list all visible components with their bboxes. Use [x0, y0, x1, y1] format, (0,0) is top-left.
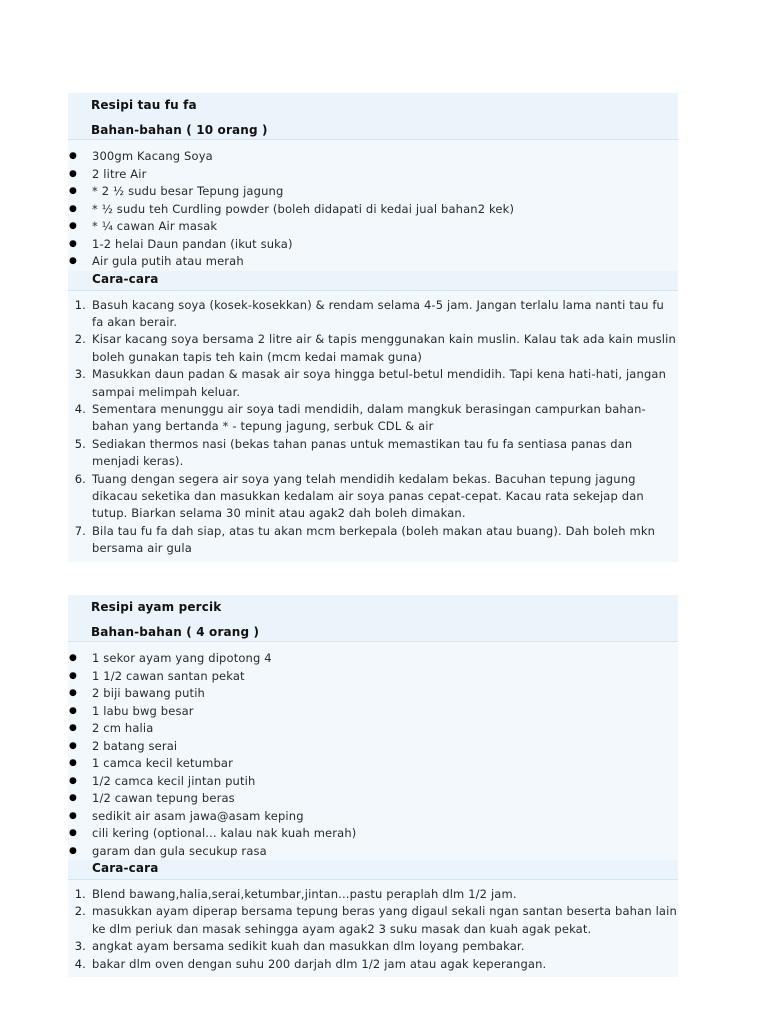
bullet-icon: ●	[68, 653, 77, 663]
bullet-icon: ●	[68, 688, 77, 698]
step-item: 4. bakar dlm oven dengan suhu 200 darjah dlm 1/2 jam atau agak keperangan.	[74, 956, 547, 971]
method-steps	[68, 291, 678, 562]
bullet-icon: ●	[68, 793, 77, 803]
bullet-icon: ●	[68, 845, 77, 856]
recipe-title: Resipi ayam percik	[91, 600, 222, 614]
bullet-icon: ●	[68, 740, 77, 751]
bullet-icon: ●	[68, 168, 77, 179]
list-item: ● 1 sekor ayam yang dipotong 4	[68, 650, 678, 668]
list-item: ● 2 batang serai	[68, 738, 678, 756]
step-item: 2. Kisar kacang soya bersama 2 litre air & tapis menggunakan kain muslin. Kalau tak ada kain muslin boleh gunakan tapis teh kain (mcm kedai mamak guna)	[74, 332, 676, 364]
bullet-icon: ●	[68, 775, 77, 786]
bullet-icon: ●	[68, 186, 77, 196]
bullet-icon: ●	[68, 221, 77, 231]
bullet-icon: ●	[68, 705, 77, 716]
recipe-body	[68, 140, 678, 562]
list-item: ● * ½ sudu teh Curdling powder (boleh didapati di kedai jual bahan2 kek)	[68, 201, 678, 219]
bullet-icon: ●	[68, 828, 77, 838]
bullet-icon: ●	[68, 810, 77, 821]
list-item: ● 1/2 camca kecil jintan putih	[68, 773, 678, 791]
recipe-ayam-percik	[68, 595, 678, 977]
step-item: 1. Basuh kacang soya (kosek-kosekkan) & rendam selama 4-5 jam. Jangan terlalu lama nanti tau fu fa akan berair.	[74, 297, 664, 329]
bullet-icon: ●	[68, 723, 77, 733]
step-item: 4. Sementara menunggu air soya tadi mendidih, dalam mangkuk berasingan campurkan bahan-bahan yang bertanda * - tepung jagung, serbuk CDL & air	[74, 401, 646, 434]
bullet-icon: ●	[68, 758, 77, 768]
bullet-icon: ●	[68, 151, 77, 161]
list-item: ● 1-2 helai Daun pandan (ikut suka)	[68, 236, 678, 254]
recipe-header	[68, 93, 678, 140]
method-heading: Cara-cara	[68, 860, 678, 880]
list-item: ● garam dan gula secukup rasa	[68, 843, 678, 861]
recipe-tau-fu-fa	[68, 93, 678, 562]
bullet-icon: ●	[68, 256, 77, 266]
method-heading: Cara-cara	[68, 271, 678, 291]
bullet-icon: ●	[68, 203, 77, 214]
list-item: ● cili kering (optional... kalau nak kuah merah)	[68, 825, 678, 843]
recipe-body	[68, 642, 678, 977]
bullet-icon: ●	[68, 238, 77, 249]
step-item: 2. masukkan ayam diperap bersama tepung beras yang digaul sekali ngan santan beserta bahan lain ke dlm periuk dan masak sehingga ayam agak2 3 suku masak dan kuah agak pekat.	[74, 904, 677, 936]
step-item: 6. Tuang dengan segera air soya yang telah mendidih kedalam bekas. Bacuhan tepung jagung dikacau seketika dan masukkan kedalam air soya panas cepat-cepat. Kacau rata sekejap dan tutup. Biarkan selama 30 minit atau agak2 dah boleh dimakan.	[74, 471, 644, 521]
list-item: ● 300gm Kacang Soya	[68, 148, 678, 166]
list-item: ● 2 cm halia	[68, 720, 678, 738]
list-item: ● Air gula putih atau merah	[68, 253, 678, 271]
ingredients-heading: Bahan-bahan ( 10 orang )	[91, 123, 268, 137]
list-item: ● 2 litre Air	[68, 166, 678, 184]
recipe-title: Resipi tau fu fa	[91, 98, 197, 112]
ingredients-list	[68, 140, 678, 271]
step-item: 7. Bila tau fu fa dah siap, atas tu akan mcm berkepala (boleh makan atau buang). Dah boleh mkn bersama air gula	[74, 523, 656, 556]
list-item: ● 1 1/2 cawan santan pekat	[68, 668, 678, 686]
list-item: ● * ¼ cawan Air masak	[68, 218, 678, 236]
ingredients-heading: Bahan-bahan ( 4 orang )	[91, 625, 260, 639]
list-item: ● 2 biji bawang putih	[68, 685, 678, 703]
step-item: 3. angkat ayam bersama sedikit kuah dan masukkan dlm loyang pembakar.	[74, 939, 525, 954]
list-item: ● 1/2 cawan tepung beras	[68, 790, 678, 808]
step-item: 1. Blend bawang,halia,serai,ketumbar,jintan...pastu peraplah dlm 1/2 jam.	[74, 887, 517, 901]
recipe-header	[68, 595, 678, 642]
step-item: 5. Sediakan thermos nasi (bekas tahan panas untuk memastikan tau fu fa sentiasa panas dan menjadi keras).	[74, 436, 633, 469]
bullet-icon: ●	[68, 670, 77, 681]
list-item: ● 1 camca kecil ketumbar	[68, 755, 678, 773]
list-item: ● 1 labu bwg besar	[68, 703, 678, 721]
step-item: 3. Masukkan daun padan & masak air soya hingga betul-betul mendidih. Tapi kena hati-hati, jangan sampai melimpah keluar.	[74, 367, 667, 399]
list-item: ● * 2 ½ sudu besar Tepung jagung	[68, 183, 678, 201]
ingredients-list	[68, 642, 678, 860]
method-steps	[68, 880, 678, 977]
list-item: ● sedikit air asam jawa@asam keping	[68, 808, 678, 826]
